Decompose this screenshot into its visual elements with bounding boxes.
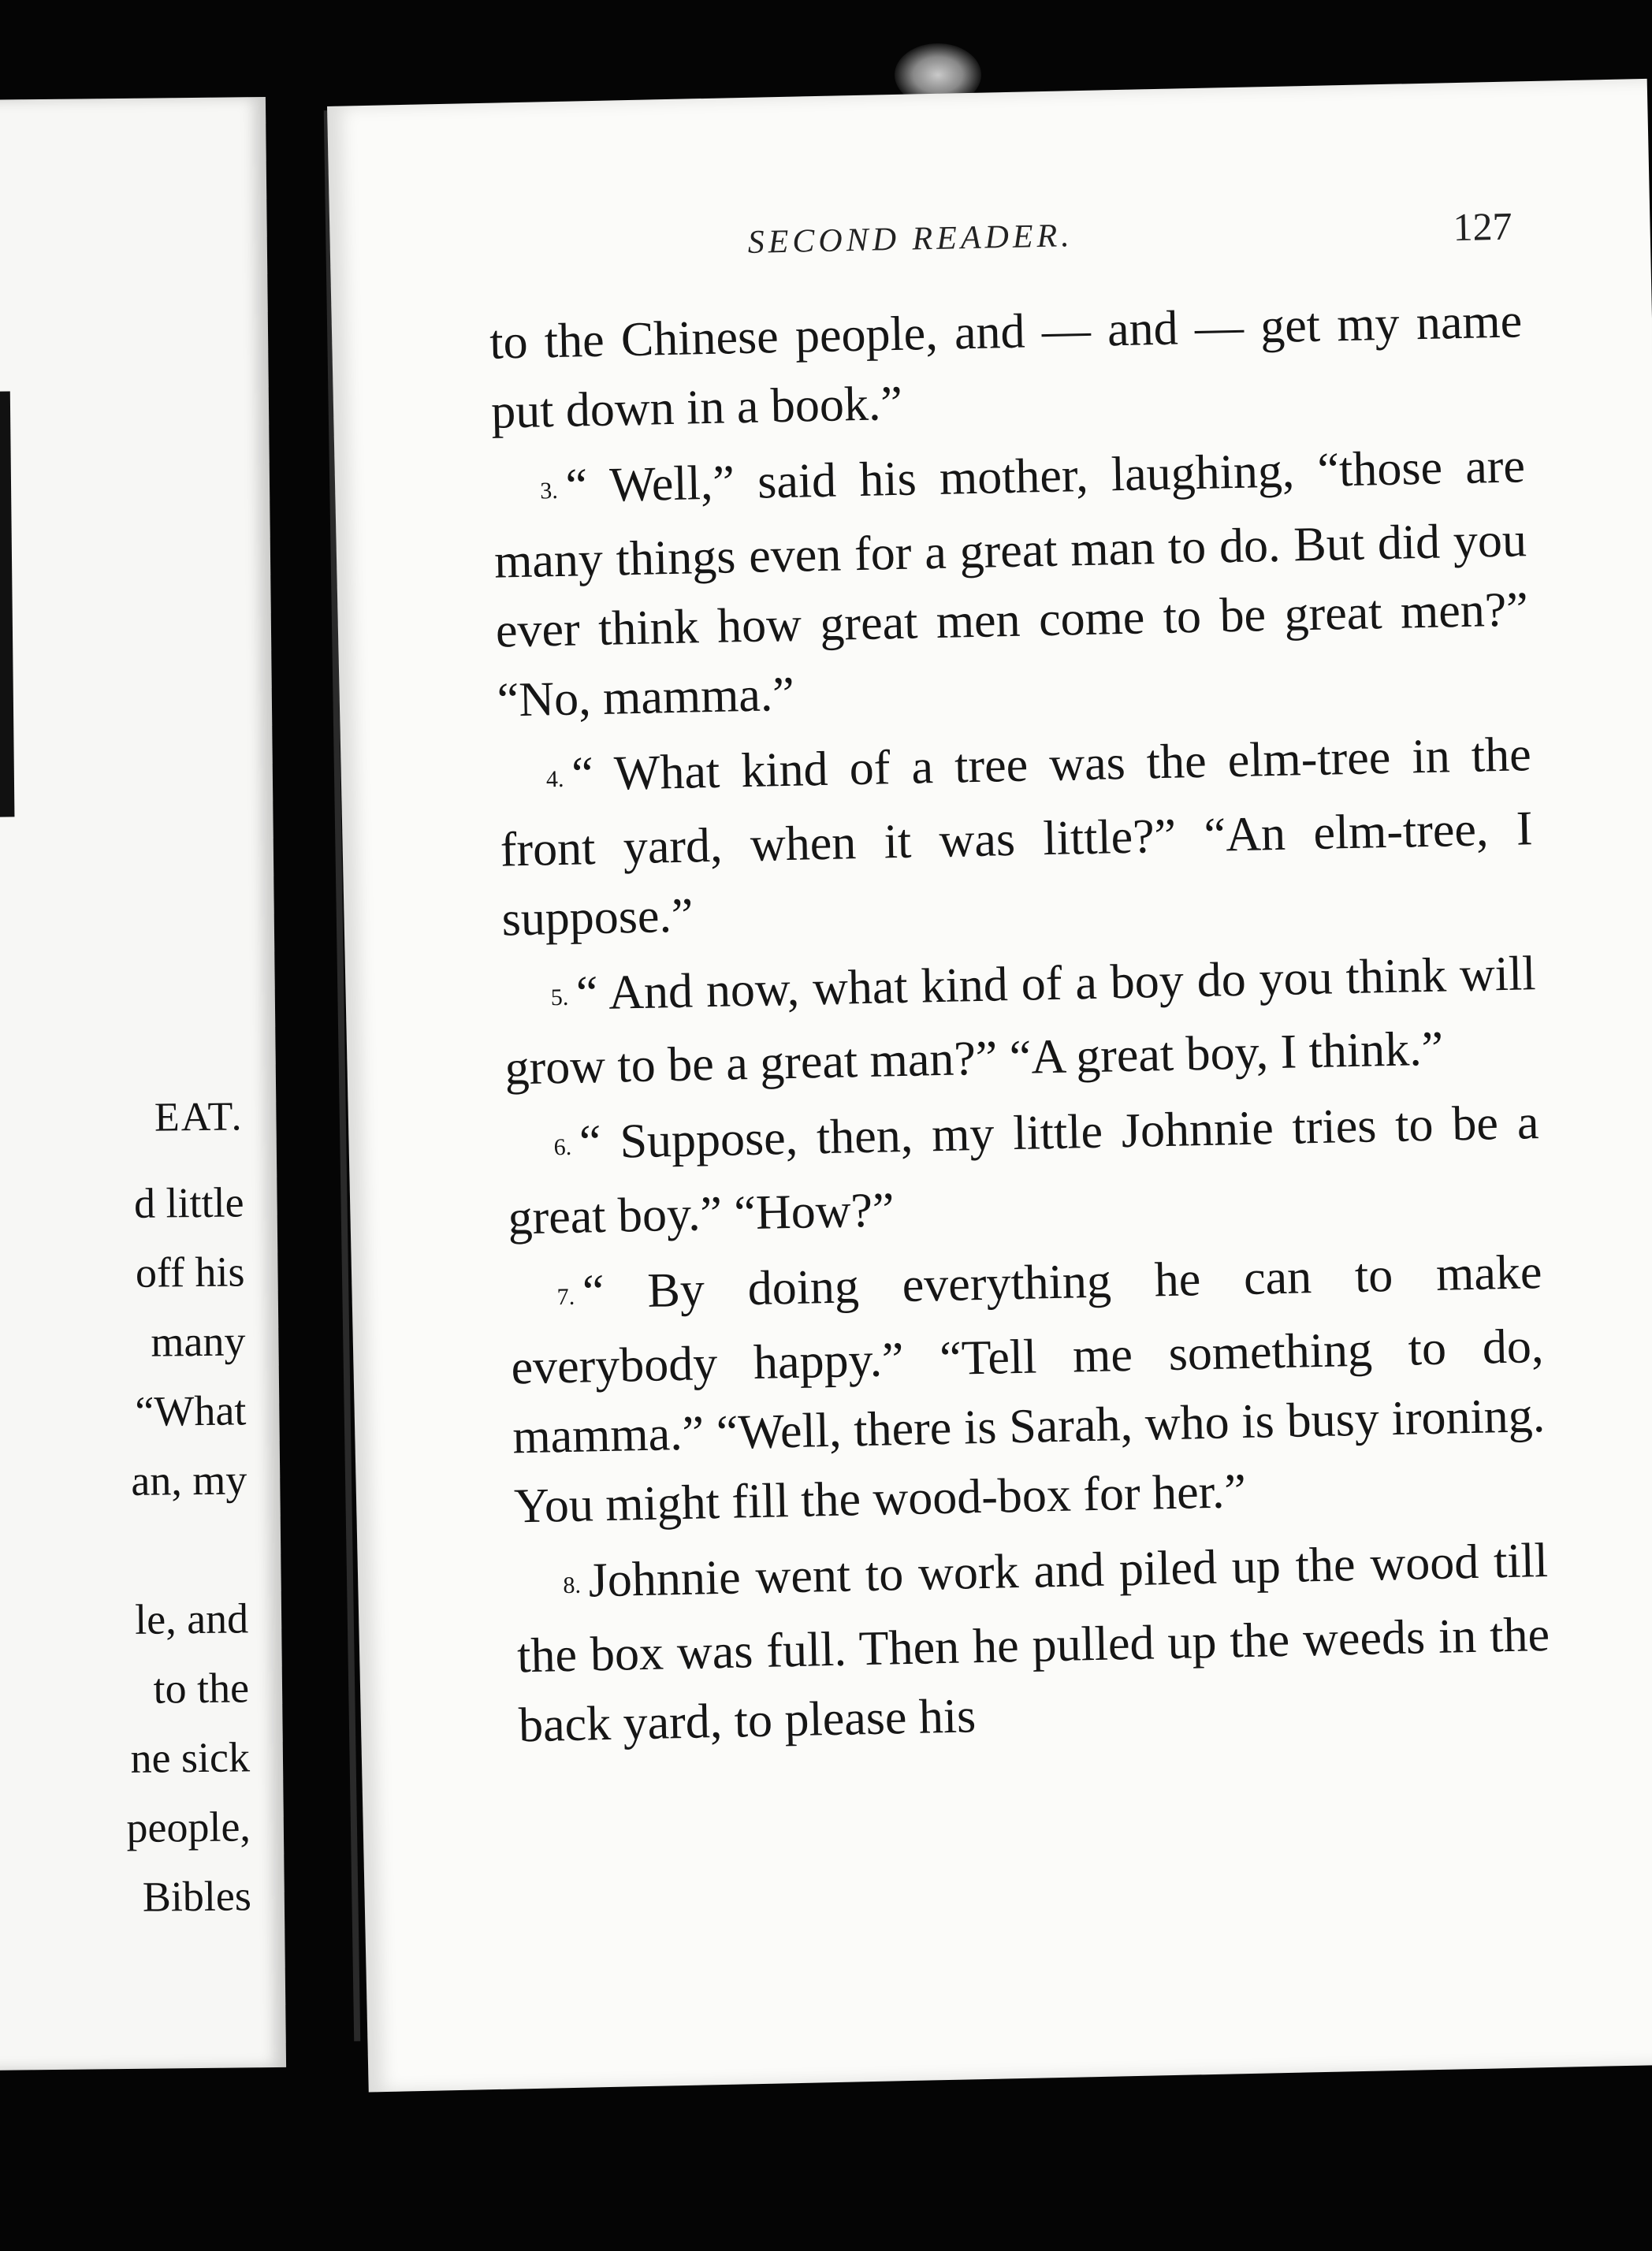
- left-line: [0, 1514, 248, 1586]
- paragraph-number: 5.: [550, 984, 569, 1011]
- left-page-text: [0, 1082, 251, 1933]
- left-line: an, my: [130, 1456, 247, 1505]
- paragraph-text: to the Chinese people, and — and — get my name put down in a book.”: [489, 294, 1523, 439]
- paragraph-text: “ What kind of a tree was the elm-tree in the front yard, when it was little?” “An elm-tree, I suppose.”: [500, 727, 1534, 947]
- paragraph-number: 7.: [556, 1283, 575, 1311]
- paragraph-text: “ Suppose, then, my little Johnnie tries to be a great boy.” “How?”: [507, 1096, 1540, 1245]
- paragraph-text: “ By doing everything he can to make everybody happy.” “Tell me something to do, mamma.” “Well, there is Sarah, who is busy ironing. You might fill the wood-box for her.”: [510, 1245, 1546, 1534]
- paragraph-7: [509, 1237, 1547, 1541]
- left-line: many: [151, 1317, 246, 1366]
- left-line: le, and: [134, 1594, 249, 1643]
- paragraph-text: “ And now, what kind of a boy do you think will grow to be a great man?” “A great boy, I think.”: [504, 946, 1537, 1096]
- paragraph-3: [492, 431, 1530, 735]
- left-line: “What: [135, 1386, 247, 1435]
- right-page: [327, 79, 1652, 2093]
- left-line: people,: [126, 1803, 251, 1851]
- page-body: [489, 286, 1551, 1766]
- left-page: [0, 97, 286, 2071]
- left-line: to the: [153, 1664, 250, 1713]
- paragraph-number: 8.: [563, 1572, 582, 1598]
- paragraph-6: [506, 1088, 1542, 1252]
- left-line: ne sick: [130, 1733, 251, 1782]
- paragraph-text: Johnnie went to work and piled up the wood till the box was full. Then he pulled up the weeds in the back yard, to please his: [516, 1533, 1550, 1752]
- paragraph-number: 4.: [545, 765, 564, 792]
- left-page-image-edge: [0, 391, 14, 817]
- page-header: [511, 203, 1513, 285]
- left-line: Bibles: [142, 1872, 252, 1921]
- left-line: off his: [135, 1248, 245, 1297]
- paragraph-text: “ Well,” said his mother, laughing, “those are many things even for a great man to do. But did you ever think how great men come to be great men?” “No, mamma.”: [493, 439, 1529, 727]
- paragraph-number: 6.: [553, 1133, 572, 1161]
- paragraph-5: [503, 939, 1539, 1103]
- page-number: 127: [1452, 203, 1513, 250]
- left-line: d little: [133, 1178, 244, 1227]
- left-page-heading: EAT.: [154, 1094, 244, 1140]
- paragraph-4: [498, 720, 1535, 954]
- paragraph-continued: [489, 286, 1524, 446]
- paragraph-number: 3.: [539, 477, 559, 504]
- running-head: SECOND READER.: [747, 218, 1074, 261]
- paragraph-8: [515, 1526, 1551, 1760]
